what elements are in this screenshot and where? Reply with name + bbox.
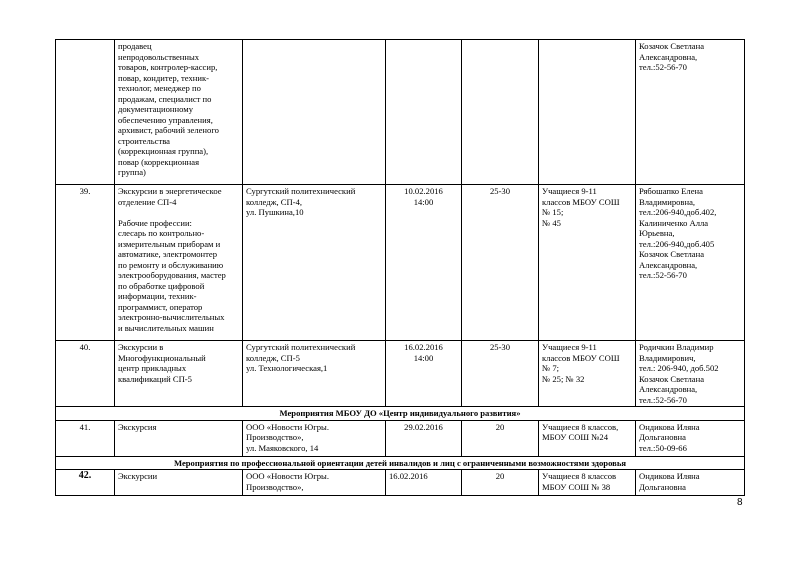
table-row-41 <box>56 420 745 456</box>
section-heading-row <box>56 456 745 470</box>
cell-place: Сургутский политехнический колледж, СП-4, ул. Пушкина,10 <box>243 185 386 341</box>
cell-place: ООО «Новости Югры. Производство», ул. Маяковского, 14 <box>243 420 386 456</box>
cell-date: 16.02.2016 14:00 <box>386 341 462 407</box>
cell-date: 29.02.2016 <box>386 420 462 456</box>
cell-count <box>462 40 539 185</box>
cell-place <box>243 40 386 185</box>
cell-responsible: Ондикова Иляна Дольгановна <box>636 470 745 496</box>
table-row-42 <box>56 470 745 496</box>
cell-count: 20 <box>462 420 539 456</box>
cell-participants: Учащиеся 8 классов МБОУ СОШ № 38 <box>539 470 636 496</box>
cell-num <box>56 40 115 185</box>
cell-date: 16.02.2016 <box>386 470 462 496</box>
cell-num: 39. <box>56 185 115 341</box>
cell-participants: Учащиеся 8 классов, МБОУ СОШ №24 <box>539 420 636 456</box>
cell-responsible: Рябошапко Елена Владимировна, тел.:206-940,доб.402, Калиниченко Алла Юрьевна, тел.:206-940,доб.405 Козачок Светлана Александровна, тел.:52-56-70 <box>636 185 745 341</box>
table-row-39 <box>56 185 745 341</box>
cell-num: 42. <box>56 470 115 496</box>
cell-num: 40. <box>56 341 115 407</box>
cell-count: 25-30 <box>462 185 539 341</box>
cell-responsible: Родичкин Владимир Владимирович, тел.: 206-940, доб.502 Козачок Светлана Александровна, тел.:52-56-70 <box>636 341 745 407</box>
cell-date: 10.02.2016 14:00 <box>386 185 462 341</box>
events-table <box>55 39 745 496</box>
cell-place: Сургутский политехнический колледж, СП-5 ул. Технологическая,1 <box>243 341 386 407</box>
table-row-40 <box>56 341 745 407</box>
cell-event: Экскурсия <box>115 420 243 456</box>
table-row-continued <box>56 40 745 185</box>
cell-participants <box>539 40 636 185</box>
cell-count: 20 <box>462 470 539 496</box>
section-heading: Мероприятия по профессиональной ориентации детей инвалидов и лиц с ограниченными возможностями здоровья <box>56 456 745 470</box>
cell-participants: Учащиеся 9-11 классов МБОУ СОШ № 7; № 25; № 32 <box>539 341 636 407</box>
section-heading: Мероприятия МБОУ ДО «Центр индивидуального развития» <box>56 407 745 421</box>
cell-place: ООО «Новости Югры. Производство», <box>243 470 386 496</box>
cell-event: Экскурсии в Многофункциональный центр прикладных квалификаций СП-5 <box>115 341 243 407</box>
cell-event: Экскурсии <box>115 470 243 496</box>
page-number: 8 <box>737 497 743 508</box>
cell-event: Экскурсии в энергетическое отделение СП-4 Рабочие профессии: слесарь по контрольно- измерительным приборам и автоматике, электромонтер по ремонту и обслуживанию электрооборудования, мастер по обработке цифровой информации, техник- программист, оператор электронно-вычислительных и вычислительных машин <box>115 185 243 341</box>
cell-num: 41. <box>56 420 115 456</box>
cell-responsible: Козачок Светлана Александровна, тел.:52-56-70 <box>636 40 745 185</box>
cell-event: продавец непродовольственных товаров, контролер-кассир, повар, кондитер, техник- технолог, менеджер по продажам, специалист по документационному обеспечению управления, архивист, рабочий зеленого строительства (коррекционная группа), повар (коррекционная группа) <box>115 40 243 185</box>
cell-responsible: Ондикова Иляна Дольгановна тел.:50-09-66 <box>636 420 745 456</box>
cell-participants: Учащиеся 9-11 классов МБОУ СОШ № 15; № 45 <box>539 185 636 341</box>
cell-count: 25-30 <box>462 341 539 407</box>
section-heading-row <box>56 407 745 421</box>
cell-date <box>386 40 462 185</box>
